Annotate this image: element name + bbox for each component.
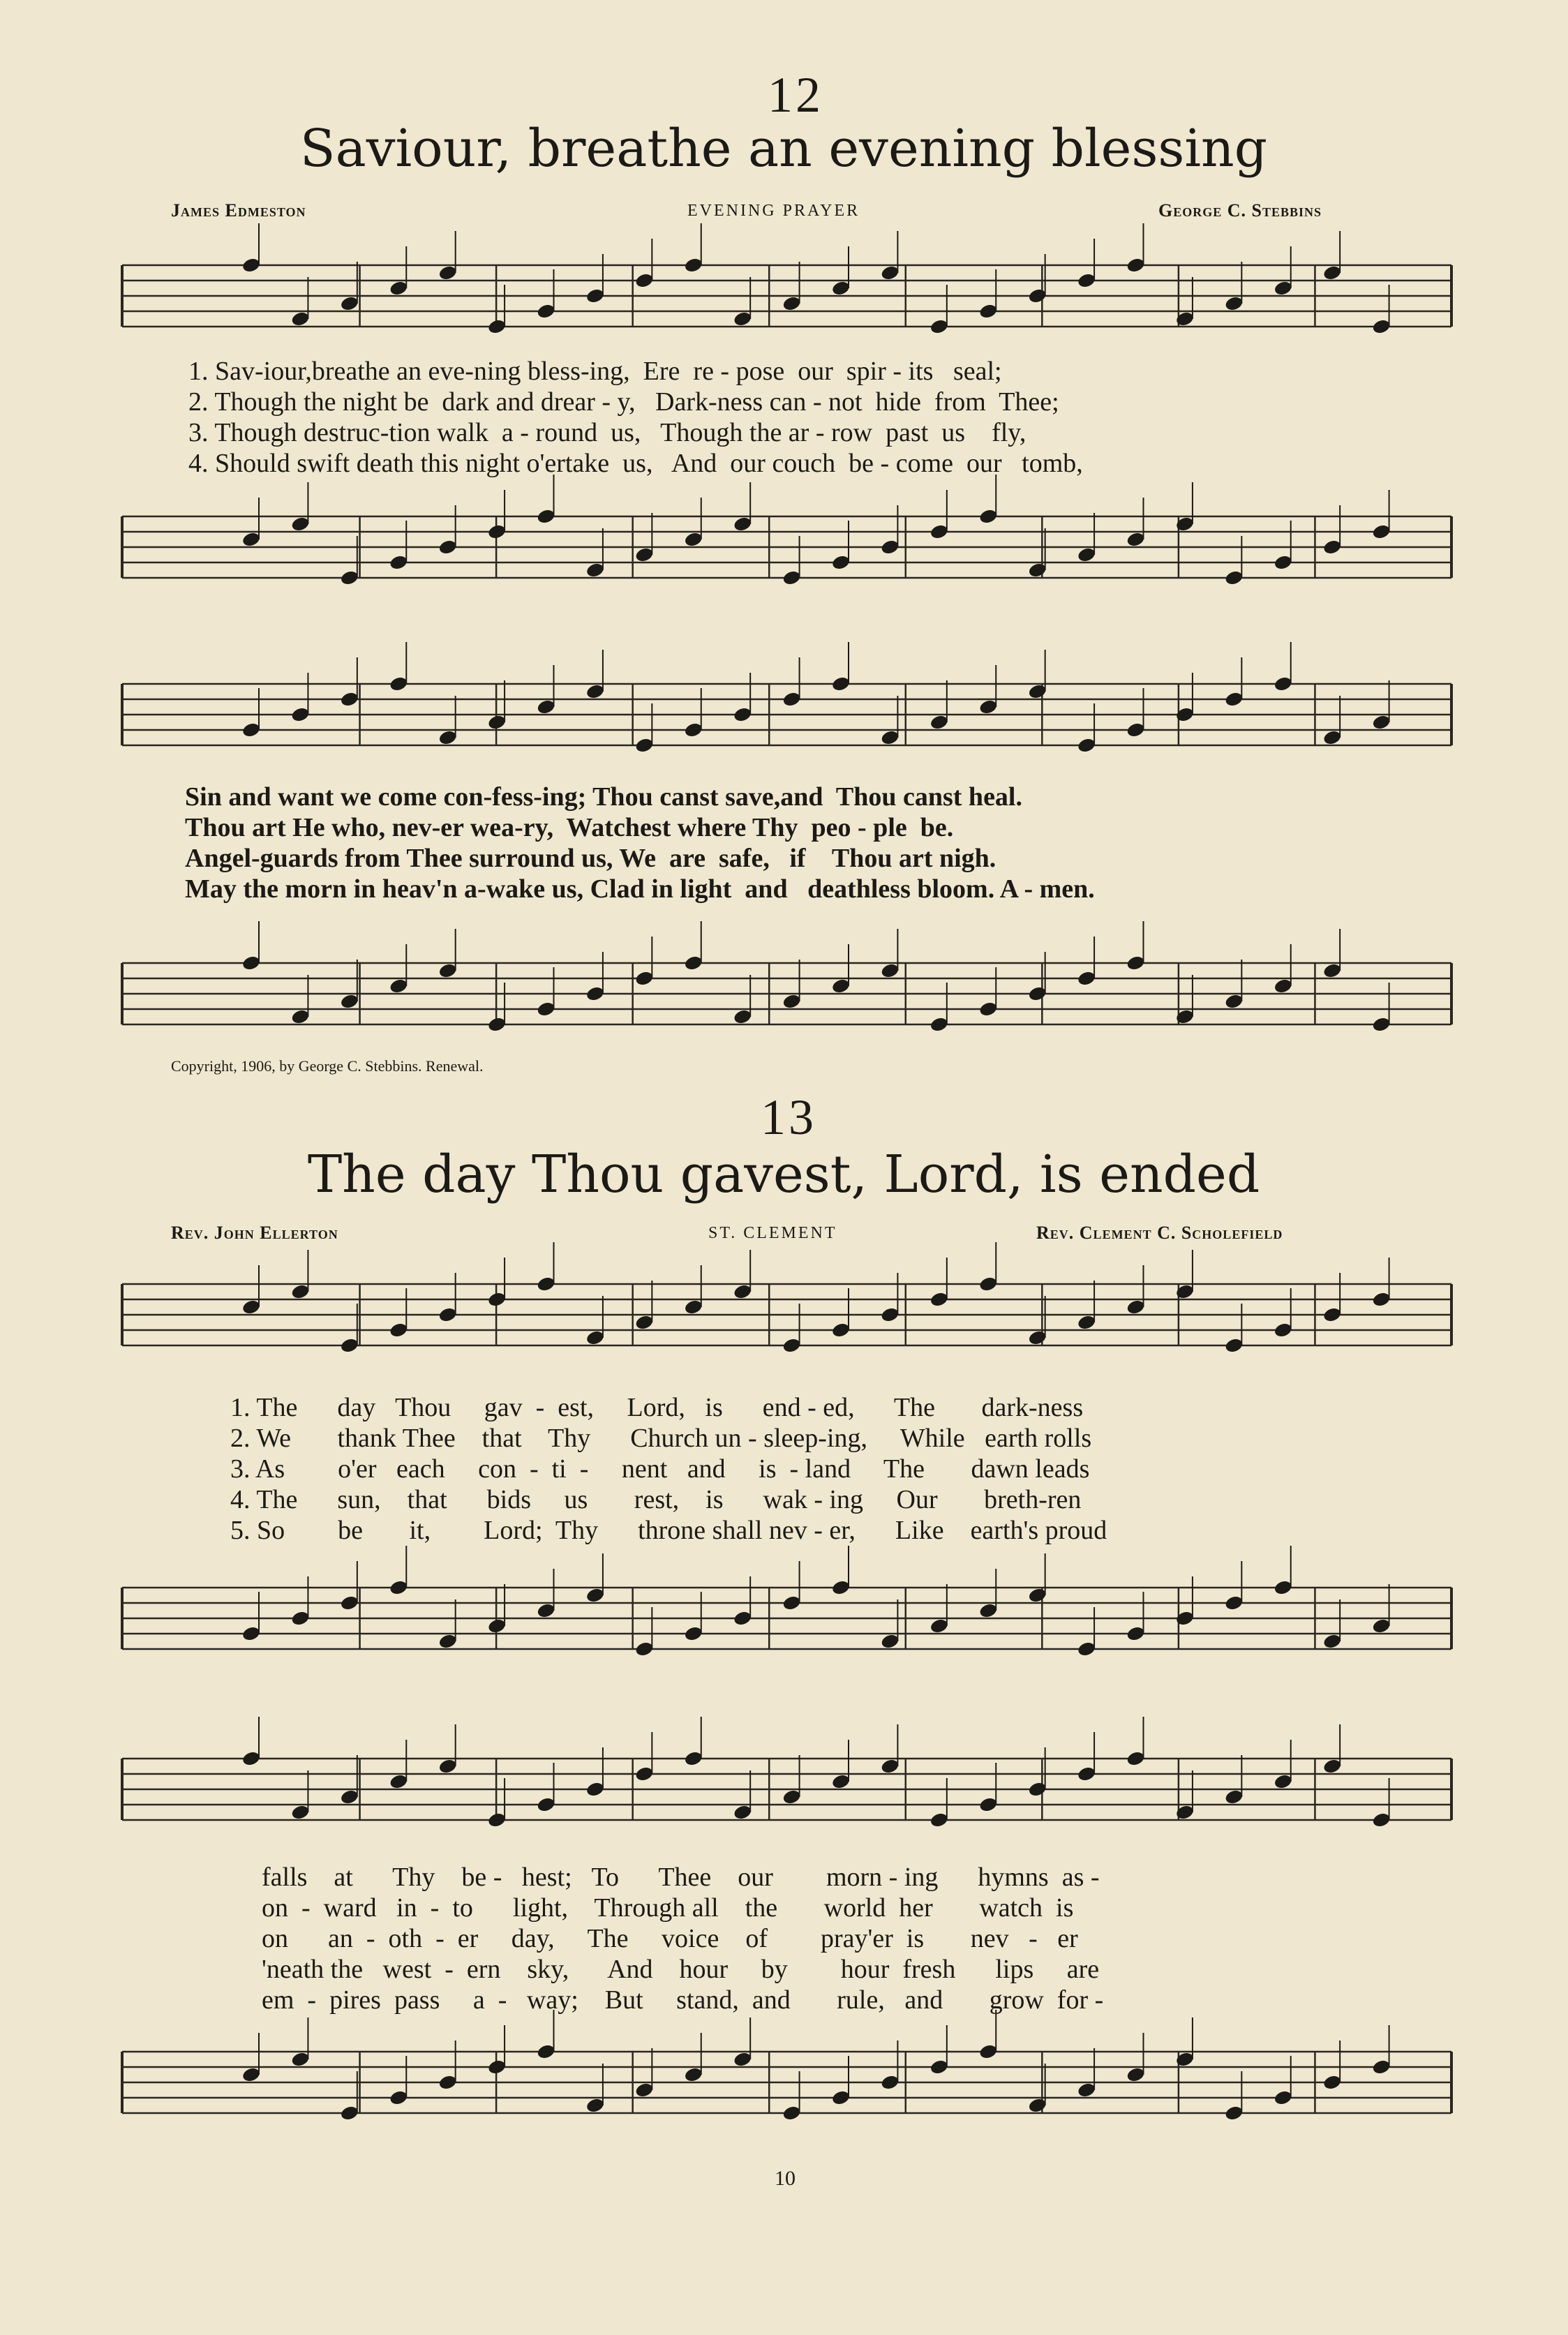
hymn-title: The day Thou gavest, Lord, is ended (307, 1144, 1260, 1204)
copyright-notice: Copyright, 1906, by George C. Stebbins. Renewal. (171, 1057, 484, 1075)
lyric-line: 3. Though destruc-tion walk a - round us, Though the ar - row past us fly, (188, 418, 1026, 447)
treble-staff (119, 670, 1465, 775)
lyric-line: 3. As o'er each con - ti - nent and is - land The dawn leads (230, 1454, 1090, 1484)
lyric-line: 'neath the west - ern sky, And hour by hour fresh lips are (262, 1955, 1100, 1984)
hymn-number: 12 (768, 67, 823, 123)
lyric-line: 1. Sav-iour,breathe an eve-ning bless-ing, Ere re - pose our spir - its seal; (188, 357, 1002, 386)
hymn-author: James Edmeston (171, 200, 306, 221)
lyric-line: 5. So be it, Lord; Thy throne shall nev - er, Like earth's proud (230, 1516, 1107, 1545)
bass-staff (119, 502, 1465, 607)
lyric-line: on - ward in - to light, Through all the world her watch is (262, 1893, 1074, 1923)
lyric-line: May the morn in heav'n a-wake us, Clad in light and deathless bloom. A - men. (185, 874, 1095, 904)
lyric-line: Thou art He who, nev-er wea-ry, Watchest where Thy peo - ple be. (185, 813, 954, 842)
lyric-line: Sin and want we come con-fess-ing; Thou canst save,and Thou canst heal. (185, 782, 1022, 812)
hymn-number: 13 (761, 1089, 816, 1145)
bass-staff (119, 1574, 1465, 1678)
lyric-line: 1. The day Thou gav - est, Lord, is end - ed, The dark-ness (230, 1393, 1084, 1422)
treble-staff (119, 251, 1465, 356)
bass-staff (119, 949, 1465, 1054)
lyric-line: 4. The sun, that bids us rest, is wak - ing Our breth-ren (230, 1485, 1082, 1514)
lyric-line: em - pires pass a - way; But stand, and rule, and grow for - (262, 1985, 1104, 2015)
tune-name: EVENING PRAYER (687, 202, 860, 220)
treble-staff (119, 1270, 1465, 1375)
hymn-author: Rev. John Ellerton (171, 1223, 338, 1243)
lyrics-block (262, 1862, 1103, 2015)
hymn-composer: Rev. Clement C. Scholefield (1036, 1223, 1283, 1243)
lyric-line: falls at Thy be - hest; To Thee our morn - ing hymns as - (262, 1863, 1100, 1892)
lyrics-block (230, 1392, 1107, 1546)
treble-staff (119, 1745, 1465, 1849)
lyric-line: Angel-guards from Thee surround us, We are safe, if Thou art nigh. (185, 844, 996, 873)
lyrics-block (188, 356, 1083, 479)
lyric-line: 2. We thank Thee that Thy Church un - sleep-ing, While earth rolls (230, 1424, 1092, 1453)
tune-name: ST. CLEMENT (708, 1224, 837, 1242)
lyric-line: on an - oth - er day, The voice of pray'er is nev - er (262, 1924, 1078, 1953)
hymn-title: Saviour, breathe an evening blessing (299, 119, 1268, 179)
lyrics-block (185, 782, 1095, 904)
lyric-line: 4. Should swift death this night o'ertake us, And our couch be - come our tomb, (188, 449, 1083, 478)
page-number: 10 (775, 2167, 796, 2190)
hymn-composer: George C. Stebbins (1158, 200, 1322, 221)
bass-staff (119, 2038, 1465, 2142)
lyric-line: 2. Though the night be dark and drear - y, Dark-ness can - not hide from Thee; (188, 387, 1059, 417)
